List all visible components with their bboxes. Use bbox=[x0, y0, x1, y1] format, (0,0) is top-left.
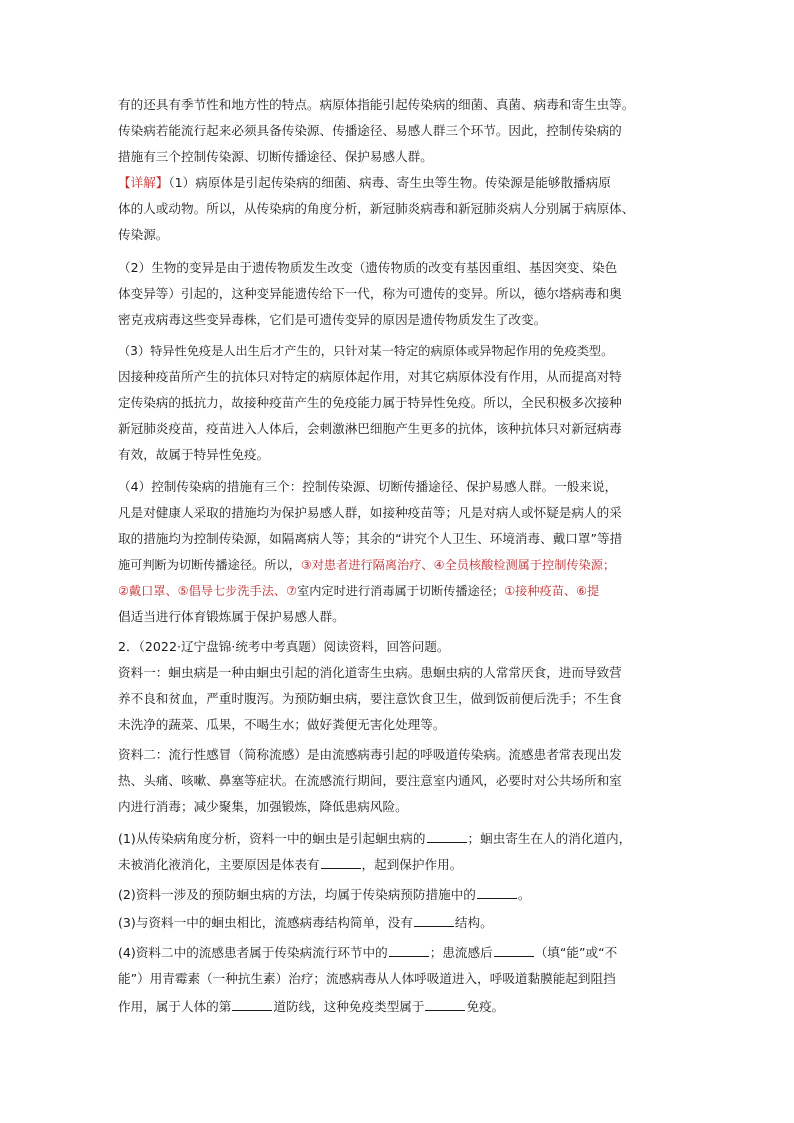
q3-text-b: 结构。 bbox=[454, 915, 493, 930]
q4-answer-blank-3[interactable] bbox=[232, 996, 272, 1011]
detail-p4-line-2: 凡是对健康人采取的措施均为保护易感人群，如接种疫苗等；凡是对病人或怀疑是病人的采 bbox=[118, 505, 622, 520]
q4-text-a: (4)资料二中的流感患者属于传染病流行环节中的 bbox=[118, 945, 388, 960]
detail-p3-line-5: 有效，故属于特异性免疫。 bbox=[118, 447, 270, 462]
detail-p4-line-4 bbox=[118, 552, 688, 578]
q1-text-d: ，起到保护作用。 bbox=[361, 857, 463, 872]
q2-text-b: 。 bbox=[517, 887, 531, 902]
detail-p4-line-3: 取的措施均为控制传染源，如隔离病人等；其余的“讲究个人卫生、环境消毒、戴口罩”等措 bbox=[118, 531, 623, 546]
q1-line-2 bbox=[118, 852, 688, 878]
q3-line bbox=[118, 910, 688, 936]
detail-p4-line-5 bbox=[118, 578, 688, 604]
q1-text-b: ；蛔虫寄生在人的消化道内， bbox=[467, 831, 632, 846]
material1-line-3: 未洗净的蔬菜、瓜果，不喝生水；做好粪便无害化处理等。 bbox=[118, 717, 446, 732]
detail-p4-line-4-plain: 施可判断为切断传播途径。所以， bbox=[118, 558, 301, 572]
q1-text-c: 未被消化液消化，主要原因是体表有 bbox=[118, 857, 320, 872]
detail-p4-line-5-highlight-1: ②戴口罩、⑤倡导七步洗手法、⑦ bbox=[118, 584, 298, 598]
detail-p2-line-1: （2）生物的变异是由于遗传物质发生改变（遗传物质的改变有基因重组、基因突变、染色 bbox=[118, 260, 618, 275]
detail-p4-line-1: （4）控制传染病的措施有三个：控制传染源、切断传播途径、保护易感人群。一般来说， bbox=[118, 479, 618, 494]
detail-p1-text-1: （1）病原体是引起传染病的细菌、病毒、寄生虫等生物。传染源是能够散播病原 bbox=[168, 175, 611, 190]
q2-text-a: (2)资料一涉及的预防蛔虫病的方法，均属于传染病预防措施中的 bbox=[118, 887, 476, 902]
detail-tag: 【详解】 bbox=[118, 175, 169, 190]
material2-line-3: 内进行消毒；减少聚集，加强锻炼，降低患病风险。 bbox=[118, 799, 408, 814]
detail-p4-line-5-plain: 室内定时进行消毒属于切断传播途径； bbox=[297, 584, 505, 598]
detail-p4-line-5-highlight-2: ①接种疫苗、⑥提 bbox=[504, 584, 600, 598]
detail-p2-line-3: 密克戎病毒这些变异毒株，它们是可遗传变异的原因是遗传物质发生了改变。 bbox=[118, 312, 547, 327]
q4-answer-blank-4[interactable] bbox=[425, 996, 465, 1011]
q1-text-a: (1)从传染病角度分析，资料一中的蛔虫是引起蛔虫病的 bbox=[118, 831, 426, 846]
analysis-line-1: 有的还具有季节性和地方性的特点。病原体指能引起传染病的细菌、真菌、病毒和寄生虫等。 bbox=[118, 97, 635, 112]
detail-p3-line-2: 因接种疫苗所产生的抗体只对特定的病原体起作用，对其它病原体没有作用，从而提高对特 bbox=[118, 369, 622, 384]
q2-answer-blank[interactable] bbox=[477, 884, 517, 899]
q2-line bbox=[118, 882, 688, 908]
analysis-line-2: 传染病若能流行起来必须具备传染源、传播途径、易感人群三个环节。因此，控制传染病的 bbox=[118, 123, 622, 138]
q4-line-1 bbox=[118, 940, 688, 966]
material2-line-2: 热、头痛、咳嗽、鼻塞等症状。在流感流行期间，要注意室内通风，必要时对公共场所和室 bbox=[118, 773, 622, 788]
analysis-line-3: 措施有三个控制传染源、切断传播途径、保护易感人群。 bbox=[118, 149, 433, 164]
q4-line-3 bbox=[118, 994, 688, 1020]
q3-answer-blank[interactable] bbox=[414, 912, 454, 927]
detail-p3-line-1: （3）特异性免疫是人出生后才产生的，只针对某一特定的病原体或异物起作用的免疫类型。 bbox=[118, 344, 614, 358]
q4-line-2: 能”）用青霉素（一种抗生素）治疗；流感病毒从人体呼吸道进入，呼吸道黏膜能起到阻挡 bbox=[118, 971, 616, 986]
detail-p1-line-2: 体的人或动物。所以，从传染病的角度分析，新冠肺炎病毒和新冠肺炎病人分别属于病原体、 bbox=[118, 201, 635, 216]
q4-text-b: ；患流感后 bbox=[429, 945, 493, 960]
q4-answer-blank-2[interactable] bbox=[494, 942, 534, 957]
question-header: 2．（2022·辽宁盘锦·统考中考真题）阅读资料，回答问题。 bbox=[118, 639, 450, 654]
q4-answer-blank-1[interactable] bbox=[389, 942, 429, 957]
detail-p3-line-4: 新冠肺炎疫苗，疫苗进入人体后，会刺激淋巴细胞产生更多的抗体，该种抗体只对新冠病毒 bbox=[118, 421, 622, 436]
detail-p4-line-4-highlight: ③对患者进行隔离治疗、④全员核酸检测属于控制传染源； bbox=[300, 558, 616, 572]
material1-line-1: 资料一：蛔虫病是一种由蛔虫引起的消化道寄生虫病。患蛔虫病的人常常厌食，进而导致营 bbox=[118, 665, 622, 680]
detail-p1-line-3: 传染源。 bbox=[118, 227, 169, 242]
q4-text-c: （填“能”或“不 bbox=[534, 945, 618, 960]
q3-text-a: (3)与资料一中的蛔虫相比，流感病毒结构简单，没有 bbox=[118, 915, 413, 930]
detail-p1-line-1 bbox=[118, 170, 688, 196]
q1-line-1 bbox=[118, 826, 688, 852]
detail-p2-line-2: 体变异等）引起的，这种变异能遗传给下一代，称为可遗传的变异。所以，德尔塔病毒和奥 bbox=[118, 286, 622, 301]
q4-text-e: 作用，属于人体的第 bbox=[118, 999, 232, 1014]
detail-p4-line-6: 倡适当进行体育锻炼属于保护易感人群。 bbox=[118, 609, 345, 624]
q4-text-f: 道防线，这种免疫类型属于 bbox=[273, 999, 425, 1014]
material1-line-2: 养不良和贫血，严重时腹泻。为预防蛔虫病，要注意饮食卫生，做到饭前便后洗手；不生食 bbox=[118, 691, 622, 706]
material2-line-1: 资料二：流行性感冒（简称流感）是由流感病毒引起的呼吸道传染病。流感患者常表现出发 bbox=[118, 747, 622, 762]
q1-answer-blank-2[interactable] bbox=[321, 854, 361, 869]
detail-p3-line-3: 定传染病的抵抗力，故接种疫苗产生的免疫能力属于特异性免疫。所以，全民积极多次接种 bbox=[118, 395, 622, 410]
q1-answer-blank-1[interactable] bbox=[427, 828, 467, 843]
q4-text-g: 免疫。 bbox=[466, 999, 505, 1014]
